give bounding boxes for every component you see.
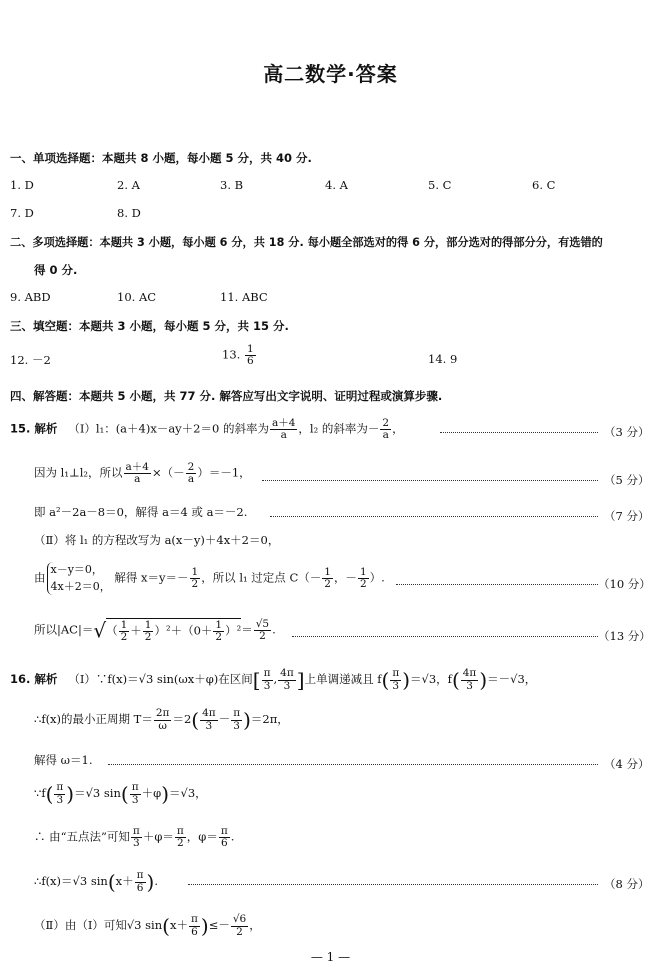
paren: ( [451,668,460,692]
frac-den: a [187,473,195,486]
frac-num: 2 [187,461,195,473]
frac-den: 3 [233,719,240,732]
page-title: 高二数学·答案 [263,62,398,86]
fraction [190,567,201,590]
frac-num: π [176,825,184,837]
q16-text: ＋φ [141,786,162,800]
frac-den: 2 [359,578,367,590]
frac-num: √6 [232,913,247,926]
answer-3: 3. B [220,178,244,192]
q16-text: ＝√3，f [410,672,452,686]
frac-den: 2 [177,837,184,850]
frac-den: 3 [131,793,139,806]
frac-num: 4π [462,667,477,680]
frac-den: 2 [236,925,243,938]
section-2-heading: 二、多项选择题：本题共 3 小题，每小题 6 分，共 18 分. 每小题全部选对的得 6 分，部分选对的得部分分，有选错的 [10,236,603,249]
fraction [270,418,297,441]
q16-text: x＋ [169,918,188,932]
frac-num: π [131,781,139,794]
section-1-heading: 一、单项选择题：本题共 8 小题，每小题 5 分，共 40 分. [10,151,312,165]
frac-num: 4π [280,667,294,680]
paren: ) [402,668,411,692]
fraction [189,914,200,937]
frac-den: 3 [392,679,400,692]
fraction [135,870,146,893]
equation: 4x＋2＝0， [50,579,111,593]
frac-num: 1 [144,619,152,631]
frac-den: 6 [246,355,254,368]
dot-leader [440,432,598,433]
q16-text: ≤－ [208,918,230,932]
sqrt-content [106,618,241,643]
q16-label: 16. 解析 [10,672,58,686]
sqrt-icon: √ [93,618,107,643]
q16-text: ＋φ＝ [142,829,174,844]
fraction [119,620,130,643]
q16-text: ＝2π， [250,712,289,726]
q16-text: ＝√3 sin [74,786,121,800]
bracket: [ [252,668,261,692]
q15-text: ）＝－1， [197,465,251,480]
fraction [461,668,479,691]
answer-13 [222,344,257,367]
fraction [131,826,142,849]
fraction [390,668,401,691]
frac-den: 2 [191,578,199,590]
paren: ( [162,914,170,938]
frac-num: π [190,913,198,926]
fraction [186,462,197,485]
q15-text: ）² [225,623,242,638]
q15-text: ）. [369,570,385,585]
q16-line1: 16. 解析 （Ⅰ）∵f(x)＝√3 sin(ωx＋φ)在区间[ $\frac{\pi}{3}$ , $\frac{4\pi}{3}$ ]上单调递减且 f( $\frac{\pi}{3}$ )＝√3，f( $\frac{4\pi}{3}$ )＝－√3， [10,667,537,692]
q15-text: ，－ [333,570,357,585]
fraction [175,826,186,849]
frac-den: 3 [56,793,64,806]
frac-num: 1 [215,619,223,631]
frac-den: 2 [324,578,331,590]
dot-leader [396,584,598,585]
score: （10 分） [598,577,651,591]
q15-text: 解得 x＝y＝－ [114,570,189,585]
q16-text: （Ⅰ）∵f(x)＝√3 sin(ωx＋φ)在区间 [68,672,253,686]
q16-text: ＝2 [172,712,192,726]
paren: ) [161,782,169,806]
fraction [380,418,391,441]
answer-14: 14. 9 [428,352,458,366]
fraction [254,619,271,642]
fraction [278,668,296,691]
score: （13 分） [598,629,651,643]
fraction [143,620,154,643]
fraction [130,782,141,805]
frac-den: a [280,429,287,442]
fraction [322,567,333,590]
frac-den: 3 [283,679,291,692]
q15-text: 所以|AC|＝ [34,622,94,637]
answer-8: 8. D [117,206,141,220]
dot-leader [270,516,598,517]
q16-text: ＝√3， [169,786,207,800]
fraction [54,782,65,805]
frac-den: 6 [136,881,144,894]
fraction [358,567,369,590]
fraction [154,708,172,731]
answer-11: 11. ABC [220,290,268,304]
paren: ( [120,782,129,806]
q16-line5 [34,826,234,849]
q15-text: 因为 l₁⊥l₂，所以 [34,465,123,480]
q16-text: ∴f(x)的最小正周期 T＝ [34,712,153,726]
q16-text: . [230,829,235,844]
fraction [200,708,218,731]
paren: ( [107,870,116,894]
fraction [231,708,242,731]
q16-text: ， [249,918,261,932]
frac-den: 3 [205,719,213,732]
q16-line7 [34,914,261,938]
frac-den: a [134,473,141,486]
dot-leader [292,636,598,637]
paren: ) [243,708,251,732]
paren: ) [479,668,488,692]
frac-den: 2 [259,630,266,643]
frac-num: π [233,707,241,720]
answer-13-label: 13. [222,347,241,362]
frac-num: 1 [246,343,254,355]
frac-num: π [56,781,64,794]
frac-num: π [392,667,400,680]
q16-line2 [34,708,289,732]
frac-num: 2π [155,707,170,720]
frac-num: 1 [120,619,128,631]
score: （3 分） [604,425,650,439]
frac-den: 6 [220,837,228,850]
q15-text: （ [106,623,118,638]
q16-text: （Ⅱ）由（Ⅰ）可知√3 sin [34,918,163,932]
q15-line4: （Ⅱ）将 l₁ 的方程改写为 a(x－y)＋4x＋2＝0， [34,533,280,547]
fraction [124,462,151,485]
section-4-heading: 四、解答题：本题共 5 小题，共 77 分. 解答应写出文字说明、证明过程或演算步骤. [10,389,443,403]
answer-6: 6. C [532,178,556,192]
q15-text: ，所以 l₁ 过定点 C（－ [201,570,322,585]
q16-text: 上单调递减且 f [304,672,382,686]
frac-num: √5 [255,618,270,630]
paren: ) [146,870,155,894]
dot-leader [262,480,598,481]
q16-text: ∴ 由“五点法”可知 [34,829,130,844]
q15-text: （Ⅰ）l₁：(a＋4)x－ay＋2＝0 的斜率为 [68,421,269,436]
paren: ( [191,708,200,732]
frac-num: a＋4 [271,417,296,429]
q16-text: . [154,874,159,888]
q16-text: ，φ＝ [186,829,218,844]
answer-10: 10. AC [117,290,157,304]
q15-text: 由 [34,570,46,585]
paren: ) [66,782,75,806]
fraction [231,914,248,937]
frac-num: π [132,825,140,837]
q16-text: － [218,712,231,726]
dot-leader [108,764,598,765]
fraction [262,668,273,691]
score: （5 分） [604,473,650,487]
q16-text: x＋ [115,874,134,888]
fraction [219,826,230,849]
answer-2: 2. A [117,178,140,192]
q15-text: ，l₂ 的斜率为－ [298,421,380,436]
answer-1: 1. D [10,178,34,192]
paren: ( [45,782,54,806]
frac-den: a [382,429,389,442]
q15-text: ＝ [241,622,253,637]
q15-line3: 即 a²－2a－8＝0，解得 a＝4 或 a＝－2. [34,505,248,519]
answer-7: 7. D [10,206,34,220]
frac-num: π [136,869,144,882]
score: （4 分） [604,757,650,771]
q15-text: ×（－ [152,465,185,480]
section-2-heading-cont: 得 0 分. [34,263,78,277]
q15-line2 [34,462,251,485]
answer-12: 12. －2 [10,353,51,367]
fraction [213,620,224,643]
frac-den: ω [158,719,167,732]
q16-text: ∴f(x)＝√3 sin [34,874,108,888]
paren: ( [381,668,390,692]
equation-system [47,562,111,595]
frac-num: π [263,667,271,680]
q15-text: ）²＋（0＋ [154,623,213,638]
frac-num: 4π [202,707,216,720]
frac-num: 2 [382,417,390,429]
frac-num: 1 [359,565,367,578]
q16-line4 [34,782,207,806]
q15-line5 [34,562,385,595]
frac-den: 3 [466,679,473,692]
score: （7 分） [604,509,650,523]
paren: ) [200,914,209,938]
frac-den: 2 [144,631,152,644]
page-number: — 1 — [310,950,351,964]
answer-5: 5. C [428,178,452,192]
q15-text: ＋ [130,623,142,638]
score: （8 分） [604,877,650,891]
frac-den: 2 [215,631,223,644]
q15-text: ， [392,421,404,436]
answer-9: 9. ABD [10,290,51,304]
q15-line6 [34,618,276,643]
frac-den: 2 [120,631,128,644]
equation: x－y＝0， [50,563,103,576]
answer-4: 4. A [325,178,348,192]
q15-line1 [10,418,404,441]
q15-text: . [272,622,276,637]
frac-num: a＋4 [125,461,149,473]
frac-den: 6 [191,925,198,938]
q16-line6 [34,870,158,894]
frac-num: 1 [324,565,331,578]
q16-text: ＝－√3， [487,672,537,686]
frac-num: 1 [191,565,199,578]
frac-den: 3 [263,679,271,692]
frac-den: 3 [133,837,140,850]
bracket: ] [296,668,305,692]
dot-leader [188,884,598,885]
q16-line3: 解得 ω＝1. [34,753,93,767]
answer-13-fraction [245,344,256,367]
q16-text: ∵f [34,786,46,800]
q15-label: 15. 解析 [10,421,58,436]
frac-num: π [220,825,228,837]
section-3-heading: 三、填空题：本题共 3 小题，每小题 5 分，共 15 分. [10,319,289,333]
